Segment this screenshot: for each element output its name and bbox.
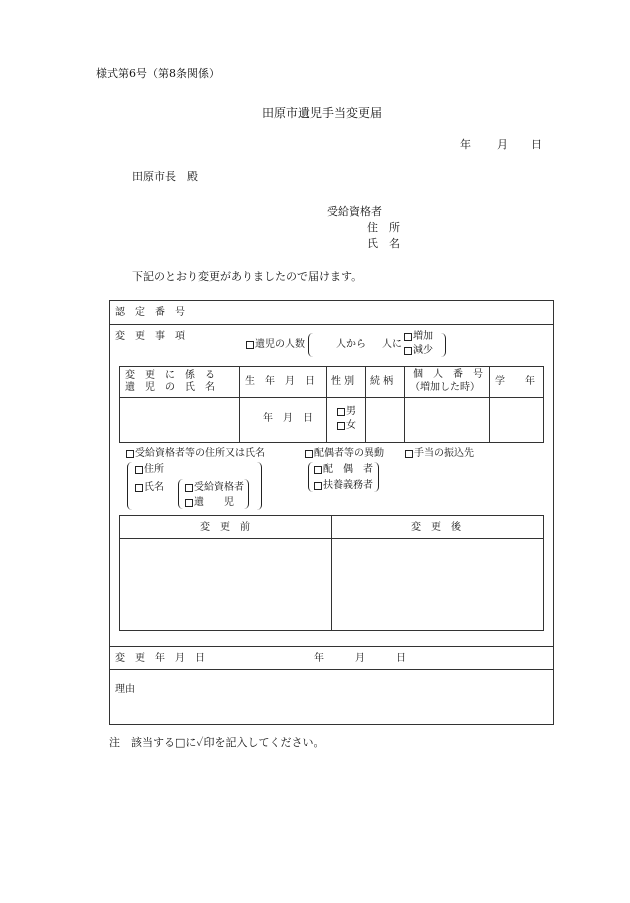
table-col-divider [331,515,332,631]
left-bracket [308,333,313,357]
divider [109,646,554,647]
address-name-checkbox[interactable] [126,450,134,458]
spouse-change-label: 配偶者等の異動 [314,448,384,459]
address-name-label: 受給資格者等の住所又は氏名 [135,448,265,459]
transfer-checkbox[interactable] [405,450,413,458]
left-bracket [127,462,132,510]
child-checkbox[interactable] [185,499,193,507]
address-label: 住所 [144,464,164,475]
male-label: 男 [346,406,356,417]
footer-note: 注 該当する□に✓印を記入してください。 [109,736,325,749]
increase-label: 増加 [413,331,433,342]
header-birth: 生 年 月 日 [245,376,315,387]
header-grade: 学 年 [495,376,535,387]
spouse-label: 配 偶 者 [323,464,373,475]
right-bracket [374,462,379,492]
applicant-label: 受給資格者 [327,205,382,218]
birth-date-value: 年 月 日 [263,413,313,424]
dependent-checkbox[interactable] [314,482,322,490]
left-bracket [178,479,183,509]
date-day: 日 [531,138,542,151]
intro-text: 下記のとおり変更がありましたので届けます。 [132,270,363,283]
divider [109,669,554,670]
table-col-divider [404,366,405,443]
change-date-year: 年 [314,653,324,664]
divider [109,324,554,325]
spouse-checkbox[interactable] [314,466,322,474]
child-label: 遺 児 [194,497,234,508]
children-count-label: 遺児の人数 [255,339,305,350]
right-bracket [441,333,446,357]
header-sex: 性 別 [331,376,355,387]
header-personal-number-note: （増加した時） [410,382,480,393]
header-name-line1: 変 更 に 係 る [125,370,215,381]
right-bracket [257,462,262,510]
header-personal-number: 個 人 番 号 [413,369,483,380]
table-row-divider [119,397,544,398]
before-header: 変 更 前 [200,522,250,533]
table-col-divider [239,366,240,443]
count-from-label: 人から [336,339,366,350]
right-bracket [244,479,249,509]
applicant-name-label: 氏 名 [367,237,400,250]
spouse-change-checkbox[interactable] [305,450,313,458]
form-title: 田原市遺児手当変更届 [262,106,383,120]
name-checkbox[interactable] [135,484,143,492]
table-col-divider [326,366,327,443]
count-to-label: 人に [382,339,402,350]
female-checkbox[interactable] [337,422,345,430]
date-year: 年 [460,138,471,151]
change-items-label: 変 更 事 項 [115,331,185,342]
header-relation: 続 柄 [370,376,394,387]
date-month: 月 [497,138,508,151]
change-date-label: 変 更 年 月 日 [115,653,205,664]
decrease-label: 減少 [413,345,433,356]
form-number: 様式第6号（第8条関係） [96,67,220,80]
name-label: 氏名 [144,482,164,493]
header-name-line2: 遺 児 の 氏 名 [125,382,215,393]
cert-number-label: 認 定 番 号 [115,307,185,318]
after-header: 変 更 後 [411,522,461,533]
address-checkbox[interactable] [135,466,143,474]
applicant-address-label: 住 所 [367,221,400,234]
male-checkbox[interactable] [337,408,345,416]
increase-checkbox[interactable] [404,333,412,341]
transfer-label: 手当の振込先 [414,448,474,459]
table-col-divider [365,366,366,443]
addressee: 田原市長 殿 [132,170,198,183]
recipient-checkbox[interactable] [185,484,193,492]
table-col-divider [489,366,490,443]
change-date-day: 日 [396,653,406,664]
left-bracket [308,462,313,492]
recipient-label: 受給資格者 [194,482,244,493]
decrease-checkbox[interactable] [404,347,412,355]
change-date-month: 月 [355,653,365,664]
reason-label: 理由 [115,684,135,695]
dependent-label: 扶養義務者 [323,480,373,491]
children-count-checkbox[interactable] [246,341,254,349]
female-label: 女 [346,420,356,431]
